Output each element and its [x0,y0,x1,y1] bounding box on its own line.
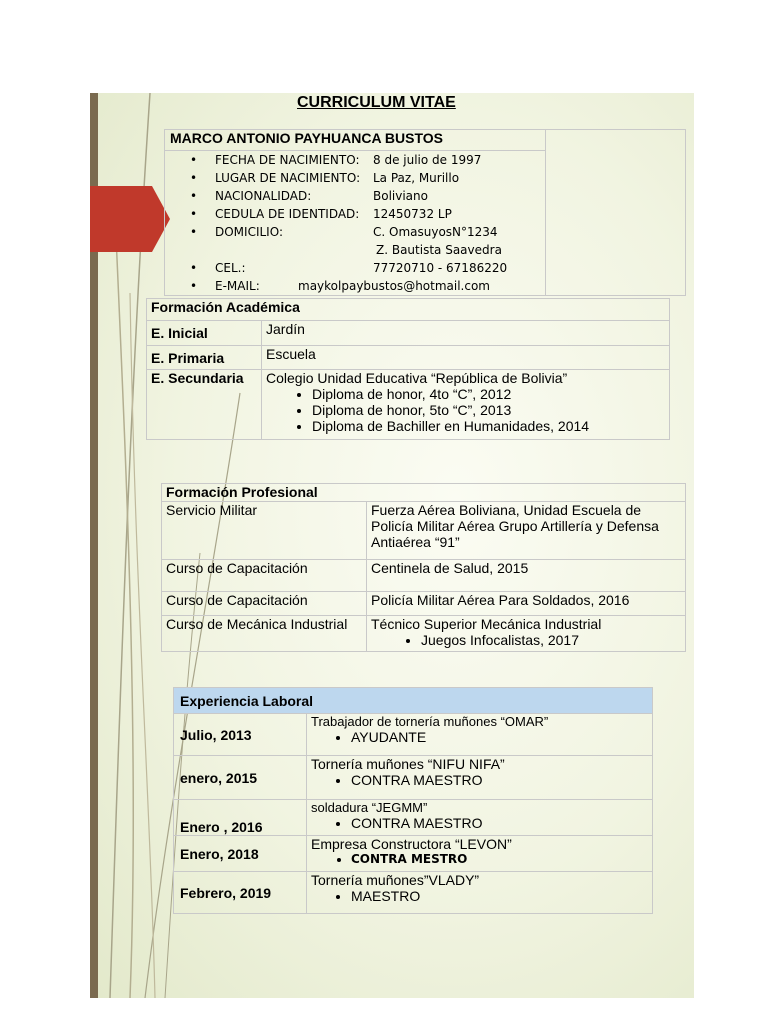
experience-role-list [311,772,648,788]
divider [164,150,546,151]
table-row-label: Curso de Capacitación [162,560,367,592]
experience-place: soldadura “JEGMM” [311,800,428,815]
experience-place: Tornería muñones”VLADY” [311,872,480,888]
table-row-value: Fuerza Aérea Boliviana, Unidad Escuela de Policía Militar Aérea Grupo Artillería y Defensa Antiaérea “91” [367,502,686,560]
experience-place: Trabajador de tornería muñones “OMAR” [311,714,549,729]
list-item: • Diploma de honor, 4to “C”, 2012 [312,386,665,402]
experience-date: Julio, 2013 [174,714,307,756]
table-row-label: Servicio Militar [162,502,367,560]
experience-detail [307,836,653,872]
experience-detail [307,714,653,756]
inicial-label: E. Inicial [147,321,262,346]
experience-date: Febrero, 2019 [174,872,307,914]
professional-table [161,483,686,652]
table-row-value [367,616,686,652]
experience-role-list [311,729,648,745]
experience-role: • CONTRA MESTRO [351,852,648,866]
experience-heading: Experiencia Laboral [174,688,653,714]
experience-role-list [311,815,648,831]
photo-box [545,129,686,296]
secundaria-value [262,370,670,440]
experience-detail [307,756,653,800]
experience-date: enero, 2015 [174,756,307,800]
experience-role: • CONTRA MAESTRO [351,772,648,788]
academic-table [146,298,670,440]
list-item: • Juegos Infocalistas, 2017 [421,632,681,648]
list-item: • Diploma de honor, 5to “C”, 2013 [312,402,665,418]
experience-table [173,687,653,914]
experience-detail [307,800,653,836]
experience-role-list [311,888,648,904]
experience-role: • CONTRA MAESTRO [351,815,648,831]
red-arrow-icon [90,186,170,252]
secundaria-label: E. Secundaria [147,370,262,440]
table-row-value: Centinela de Salud, 2015 [367,560,686,592]
experience-role-list [311,852,648,866]
inicial-value: Jardín [262,321,670,346]
secundaria-school: Colegio Unidad Educativa “República de Bolivia” [266,370,568,386]
experience-role: • AYUDANTE [351,729,648,745]
list-item: • Diploma de Bachiller en Humanidades, 2014 [312,418,665,434]
experience-date: Enero , 2016 [174,800,307,836]
page-title: CURRICULUM VITAE [297,94,456,111]
mecanica-title: Técnico Superior Mecánica Industrial [371,616,602,632]
primaria-value: Escuela [262,346,670,370]
experience-place: Empresa Constructora “LEVON” [311,836,512,852]
experience-date: Enero, 2018 [174,836,307,872]
table-row-value: Policía Militar Aérea Para Soldados, 2016 [367,592,686,616]
primaria-label: E. Primaria [147,346,262,370]
experience-role: • MAESTRO [351,888,648,904]
table-row-label: Curso de Mecánica Industrial [162,616,367,652]
experience-place: Tornería muñones “NIFU NIFA” [311,756,505,772]
full-name: MARCO ANTONIO PAYHUANCA BUSTOS [170,130,444,146]
experience-detail [307,872,653,914]
professional-heading: Formación Profesional [162,484,686,502]
table-row-label: Curso de Capacitación [162,592,367,616]
secundaria-list [266,386,665,434]
mecanica-list [371,632,681,648]
academic-heading: Formación Académica [147,299,670,321]
